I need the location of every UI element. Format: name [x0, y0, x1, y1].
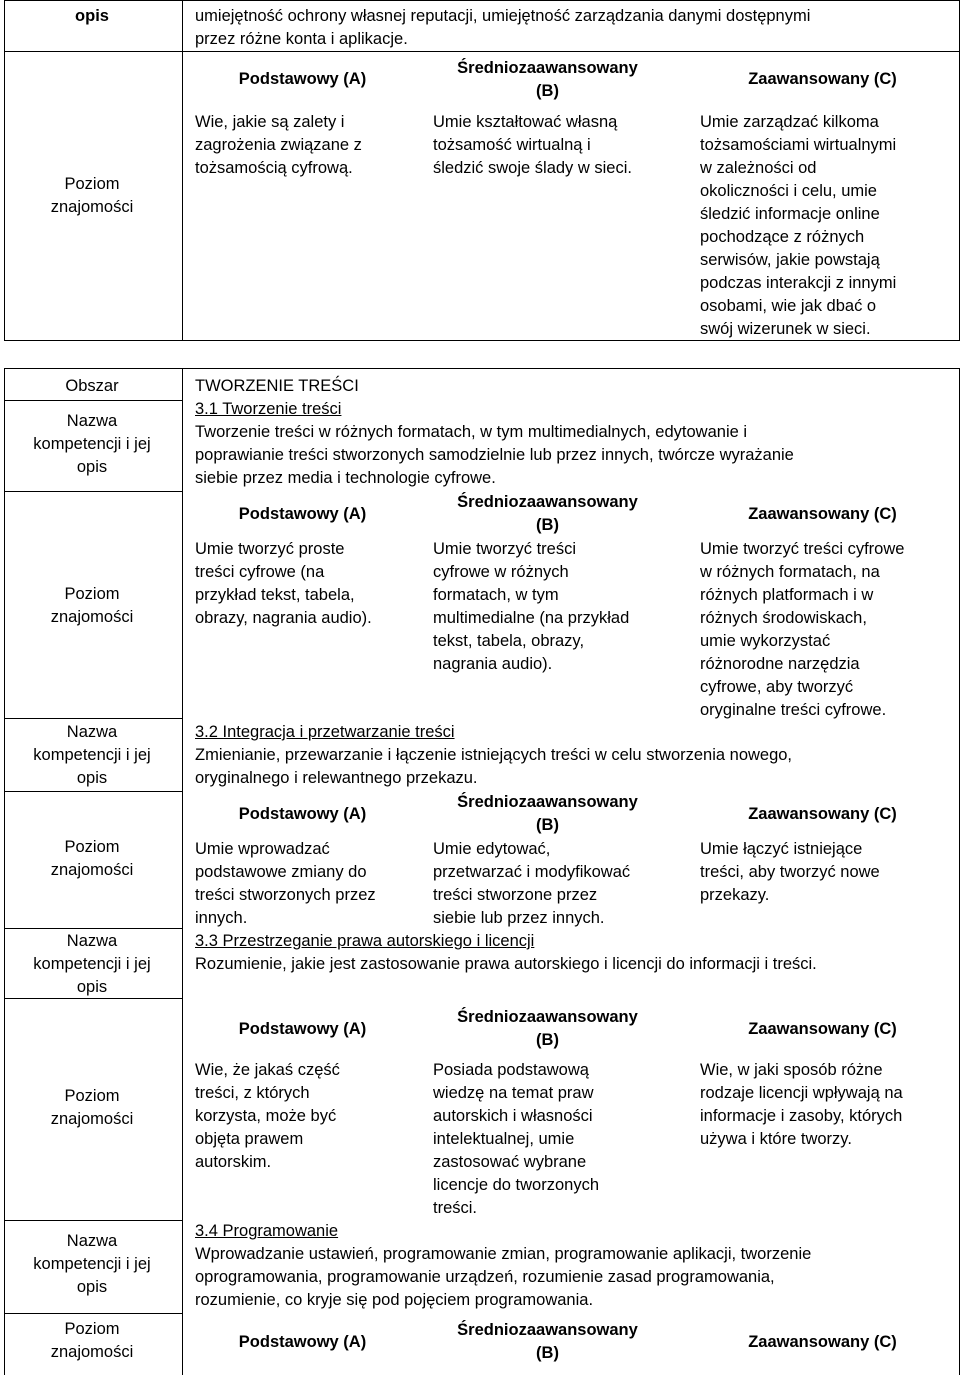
table-border	[4, 1313, 183, 1314]
level-c-text: Umie zarządzać kilkoma tożsamościami wirtualnymi w zależności od okoliczności i celu, umie śledzić informacje online pochodzące z różnych serwisów, jakie powstają podczas interakcji z innymi osobami, wie jak dbać o swój wizerunek w sieci.	[700, 113, 897, 338]
level-c-header: Zaawansowany (C)	[748, 505, 897, 523]
obszar-label: Obszar	[65, 377, 119, 395]
level-b-header: Średniozaawansowany (B)	[457, 493, 638, 534]
competence-description: Zmienianie, przewarzanie i łączenie istniejących treści w celu stworzenia nowego, oryginalnego i relewantnego przekazu.	[195, 746, 793, 787]
level-a-header: Podstawowy (A)	[238, 505, 367, 523]
description-line: umiejętność ochrony własnej reputacji, umiejętność zarządzania danymi dostępnymi	[195, 7, 811, 25]
table-border	[4, 368, 960, 369]
level-b-text: Umie tworzyć treści cyfrowe w różnych formatach, w tym multimedialne (na przykład tekst, tabela, obrazy, nagrania audio).	[433, 540, 630, 673]
level-c-text: Umie łączyć istniejące treści, aby tworzyć nowe przekazy.	[700, 840, 880, 904]
obszar-value: TWORZENIE TREŚCI	[195, 377, 359, 395]
table-border	[182, 368, 183, 1375]
competence-title: 3.1 Tworzenie treści	[195, 400, 342, 418]
competence-title: 3.2 Integracja i przetwarzanie treści	[195, 723, 455, 741]
nazwa-kompetencji-label: Nazwa kompetencji i jej opis	[33, 1232, 151, 1296]
level-b-header: Średniozaawansowany (B)	[457, 793, 638, 834]
nazwa-kompetencji-label: Nazwa kompetencji i jej opis	[33, 412, 151, 476]
competence-description: Wprowadzanie ustawień, programowanie zmian, programowanie aplikacji, tworzenie oprogramowania, programowanie urządzeń, rozumienie zasad programowania, rozumienie, co kryje się pod pojęciem programowania.	[195, 1245, 812, 1309]
level-a-text: Umie wprowadzać podstawowe zmiany do treści stworzonych przez innych.	[195, 840, 376, 927]
level-a-header: Podstawowy (A)	[238, 1020, 367, 1038]
level-a-header: Podstawowy (A)	[238, 1333, 367, 1351]
level-c-header: Zaawansowany (C)	[748, 1333, 897, 1351]
table-border	[4, 400, 183, 401]
level-a-header: Podstawowy (A)	[238, 70, 367, 88]
table-border	[4, 0, 5, 341]
table-border	[4, 718, 183, 719]
competence-title: 3.4 Programowanie	[195, 1222, 339, 1240]
level-a-text: Wie, że jakaś część treści, z których korzysta, może być objęta prawem autorskim.	[195, 1061, 340, 1171]
table-border	[4, 791, 183, 792]
table-border	[4, 928, 183, 929]
table-border	[4, 1220, 183, 1221]
opis-label: opis	[75, 7, 109, 25]
poziom-znajomosci-label: Poziom znajomości	[50, 175, 134, 216]
table-border	[4, 491, 183, 492]
level-c-header: Zaawansowany (C)	[748, 1020, 897, 1038]
level-a-text: Wie, jakie są zalety i zagrożenia związane z tożsamością cyfrową.	[195, 113, 362, 177]
poziom-znajomosci-label: Poziom znajomości	[50, 1087, 134, 1128]
level-c-header: Zaawansowany (C)	[748, 805, 897, 823]
level-b-text: Posiada podstawową wiedzę na temat praw autorskich i własności intelektualnej, umie zastosować wybrane licencje do tworzonych treści.	[433, 1061, 599, 1217]
table-border	[4, 51, 960, 52]
level-c-header: Zaawansowany (C)	[748, 70, 897, 88]
description-line: przez różne konta i aplikacje.	[195, 30, 408, 48]
competence-description	[195, 5, 810, 51]
table-border	[4, 0, 960, 1]
level-b-header: Średniozaawansowany (B)	[457, 1008, 638, 1049]
nazwa-kompetencji-label: Nazwa kompetencji i jej opis	[33, 723, 151, 787]
level-b-text: Umie edytować, przetwarzać i modyfikować treści stworzone przez siebie lub przez innych.	[433, 840, 631, 927]
level-b-header: Średniozaawansowany (B)	[457, 59, 638, 100]
poziom-znajomosci-label: Poziom znajomości	[50, 838, 134, 879]
level-b-header: Średniozaawansowany (B)	[457, 1321, 638, 1362]
level-c-text: Umie tworzyć treści cyfrowe w różnych formatach, na różnych platformach i w różnych środowiskach, umie wykorzystać różnorodne narzędzia cyfrowe, aby tworzyć oryginalne treści cyfrowe.	[700, 540, 905, 719]
poziom-znajomosci-label: Poziom znajomości	[50, 1320, 134, 1361]
level-a-header: Podstawowy (A)	[238, 805, 367, 823]
level-c-text: Wie, w jaki sposób różne rodzaje licencji wpływają na informacje i zasoby, których używa i które tworzy.	[700, 1061, 903, 1148]
competence-description: Tworzenie treści w różnych formatach, w tym multimedialnych, edytowanie i poprawianie treści stworzonych samodzielnie lub przez innych, twórcze wyrażanie siebie przez media i technologie cyfrowe.	[195, 423, 794, 487]
table-border	[182, 0, 183, 341]
competence-title: 3.3 Przestrzeganie prawa autorskiego i licencji	[195, 932, 535, 950]
poziom-znajomosci-label: Poziom znajomości	[50, 585, 134, 626]
nazwa-kompetencji-label: Nazwa kompetencji i jej opis	[33, 932, 151, 996]
level-a-text: Umie tworzyć proste treści cyfrowe (na przykład tekst, tabela, obrazy, nagrania audio).	[195, 540, 372, 627]
competence-description: Rozumienie, jakie jest zastosowanie prawa autorskiego i licencji do informacji i treści.	[195, 955, 817, 973]
level-b-text: Umie kształtować własną tożsamość wirtualną i śledzić swoje ślady w sieci.	[433, 113, 632, 177]
